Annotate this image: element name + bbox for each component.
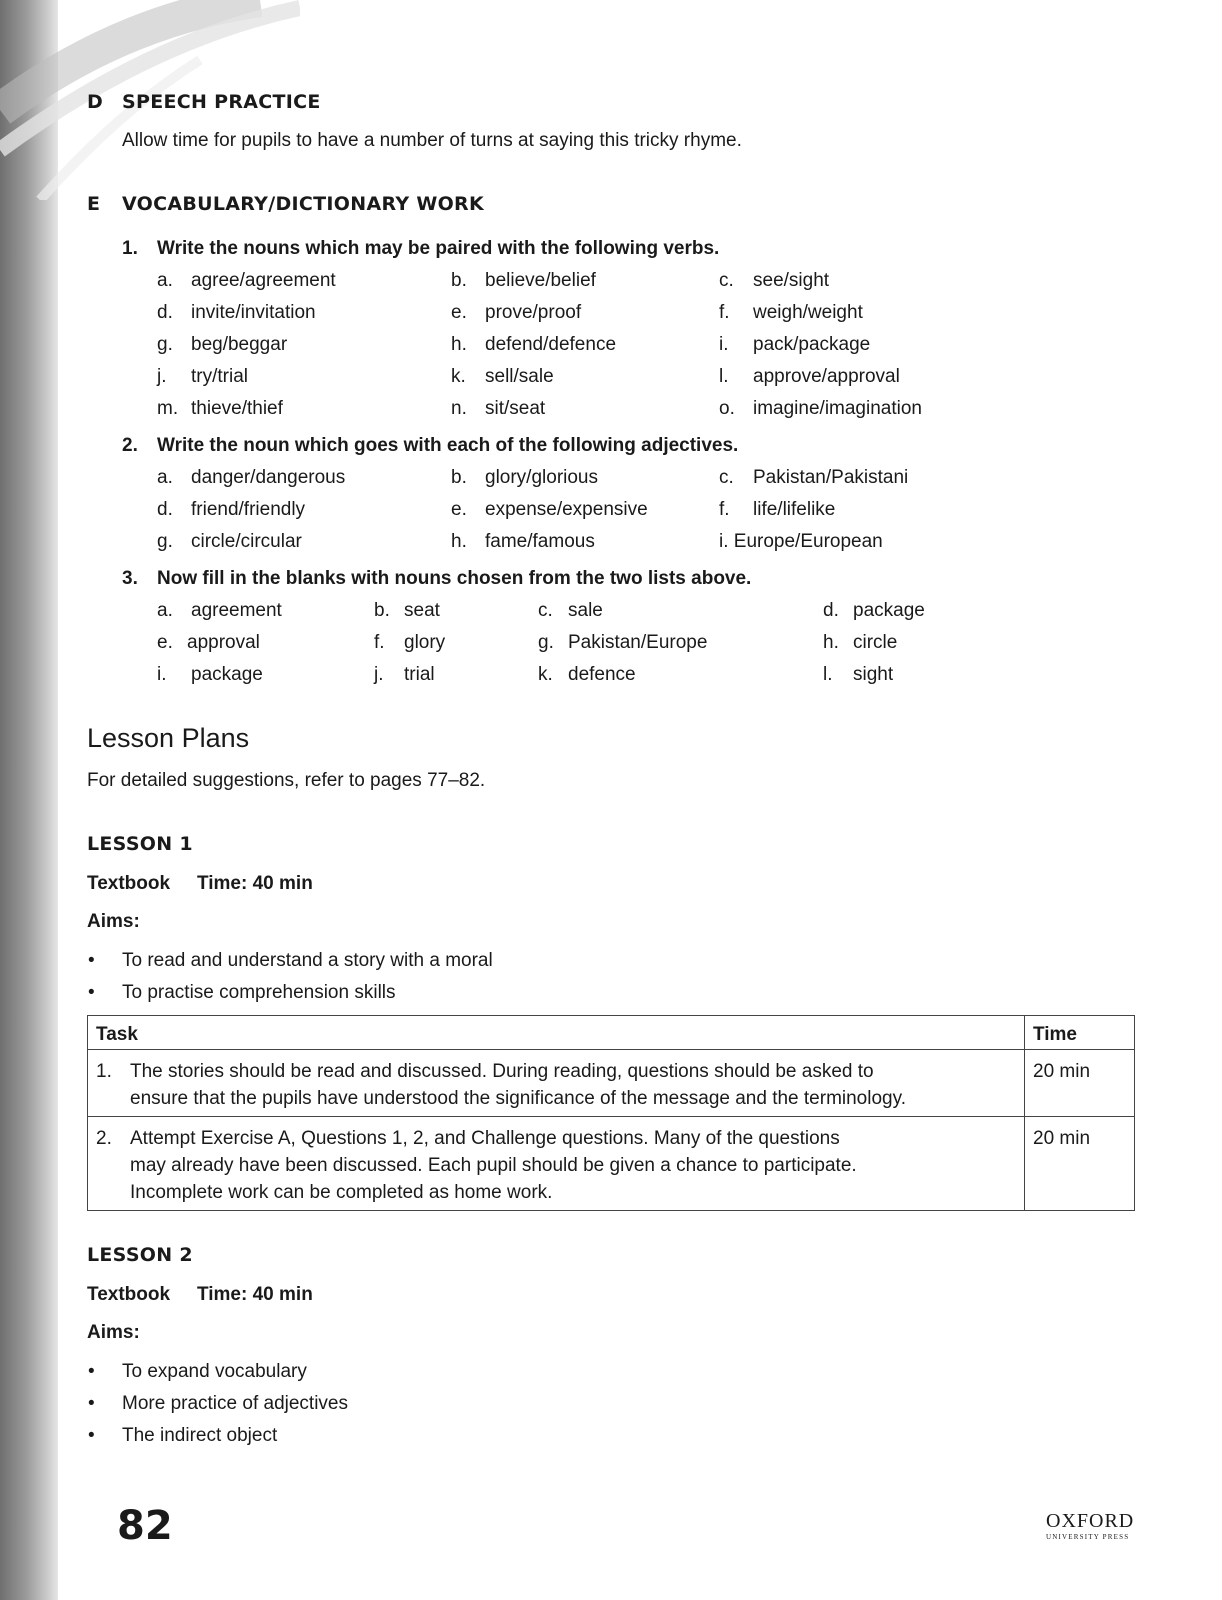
q1-answer: b. believe/belief [451,270,596,291]
q2-answer: f. life/lifelike [719,499,836,520]
q2-answer: g. circle/circular [157,531,302,552]
time-column-header: Time [1025,1016,1135,1050]
lesson1-title: LESSON 1 [87,833,193,855]
q1-answer: m. thieve/thief [157,398,283,419]
q3-answer: e. approval [157,632,260,653]
publisher-logo: OXFORD [1046,1510,1135,1532]
q3-number: 3. [122,568,138,589]
task-cell: 2. Attempt Exercise A, Questions 1, 2, and Challenge questions. Many of the questions may already have been discussed. Each pupil should be given a chance to participate. Incomplete work can be completed as home work. [88,1117,1025,1211]
lesson1-task-table [87,1015,1135,1211]
time-cell: 20 min [1025,1050,1135,1117]
lesson2-aim: • The indirect object [88,1425,278,1446]
q3-answer: h. circle [823,632,898,653]
lesson2-source: Textbook [87,1284,171,1305]
q1-answer: j. try/trial [157,366,248,387]
q1-answer: o. imagine/imagination [719,398,922,419]
q1-answer: c. see/sight [719,270,830,291]
task-cell: 1. The stories should be read and discussed. During reading, questions should be asked to ensure that the pupils have understood the significance of the message and the terminology. [88,1050,1025,1117]
q3-answer: b. seat [374,600,440,621]
q1-answer: h. defend/defence [451,334,617,355]
q1-answer: g. beg/beggar [157,334,288,355]
q2-instruction: Write the noun which goes with each of the following adjectives. [157,435,739,456]
lesson-plans-intro: For detailed suggestions, refer to pages 77–82. [87,770,486,791]
q3-answer: k. defence [538,664,636,685]
q3-answer: g. Pakistan/Europe [538,632,708,653]
lesson2-title: LESSON 2 [87,1244,193,1266]
q1-answer: a. agree/agreement [157,270,336,291]
q2-answer: i. Europe/European [719,531,883,552]
task-column-header: Task [88,1016,1025,1050]
q3-instruction: Now fill in the blanks with nouns chosen from the two lists above. [157,568,752,589]
section-e-letter: E [87,193,101,215]
q1-answer: d. invite/invitation [157,302,316,323]
q1-number: 1. [122,238,138,259]
q2-answer: a. danger/dangerous [157,467,346,488]
table-row [88,1050,1135,1117]
lesson1-aim: • To read and understand a story with a moral [88,950,493,971]
q1-answer: n. sit/seat [451,398,546,419]
q3-answer: d. package [823,600,925,621]
page-edge-shading [0,0,58,1600]
section-d-body: Allow time for pupils to have a number of turns at saying this tricky rhyme. [122,130,742,151]
q3-answer: j. trial [374,664,435,685]
lesson1-time: Time: 40 min [197,873,313,894]
lesson2-aims-label: Aims: [87,1322,140,1343]
q1-answer: f. weigh/weight [719,302,863,323]
q2-number: 2. [122,435,138,456]
q1-instruction: Write the nouns which may be paired with the following verbs. [157,238,720,259]
q1-answer: k. sell/sale [451,366,554,387]
q2-answer: b. glory/glorious [451,467,598,488]
q1-answer: l. approve/approval [719,366,900,387]
q3-answer: a. agreement [157,600,282,621]
q2-answer: d. friend/friendly [157,499,306,520]
lesson2-aim: • More practice of adjectives [88,1393,348,1414]
section-d-title: SPEECH PRACTICE [122,91,321,113]
lesson2-aim: • To expand vocabulary [88,1361,307,1382]
section-e-title: VOCABULARY/DICTIONARY WORK [122,193,484,215]
q3-answer: c. sale [538,600,603,621]
time-cell: 20 min [1025,1117,1135,1211]
q2-answer: h. fame/famous [451,531,595,552]
q1-answer: e. prove/proof [451,302,582,323]
lesson1-aim: • To practise comprehension skills [88,982,396,1003]
lesson1-aims-label: Aims: [87,911,140,932]
q3-answer: l. sight [823,664,894,685]
q3-answer: f. glory [374,632,446,653]
q2-answer: c. Pakistan/Pakistani [719,467,909,488]
lesson1-source: Textbook [87,873,171,894]
q1-answer: i. pack/package [719,334,871,355]
lesson-plans-title: Lesson Plans [87,723,250,753]
lesson2-time: Time: 40 min [197,1284,313,1305]
q2-answer: e. expense/expensive [451,499,648,520]
table-row [88,1117,1135,1211]
q3-answer: i. package [157,664,263,685]
section-d-letter: D [87,91,104,113]
publisher-logo-subtitle: UNIVERSITY PRESS [1046,1533,1130,1541]
page-number: 82 [117,1503,173,1549]
